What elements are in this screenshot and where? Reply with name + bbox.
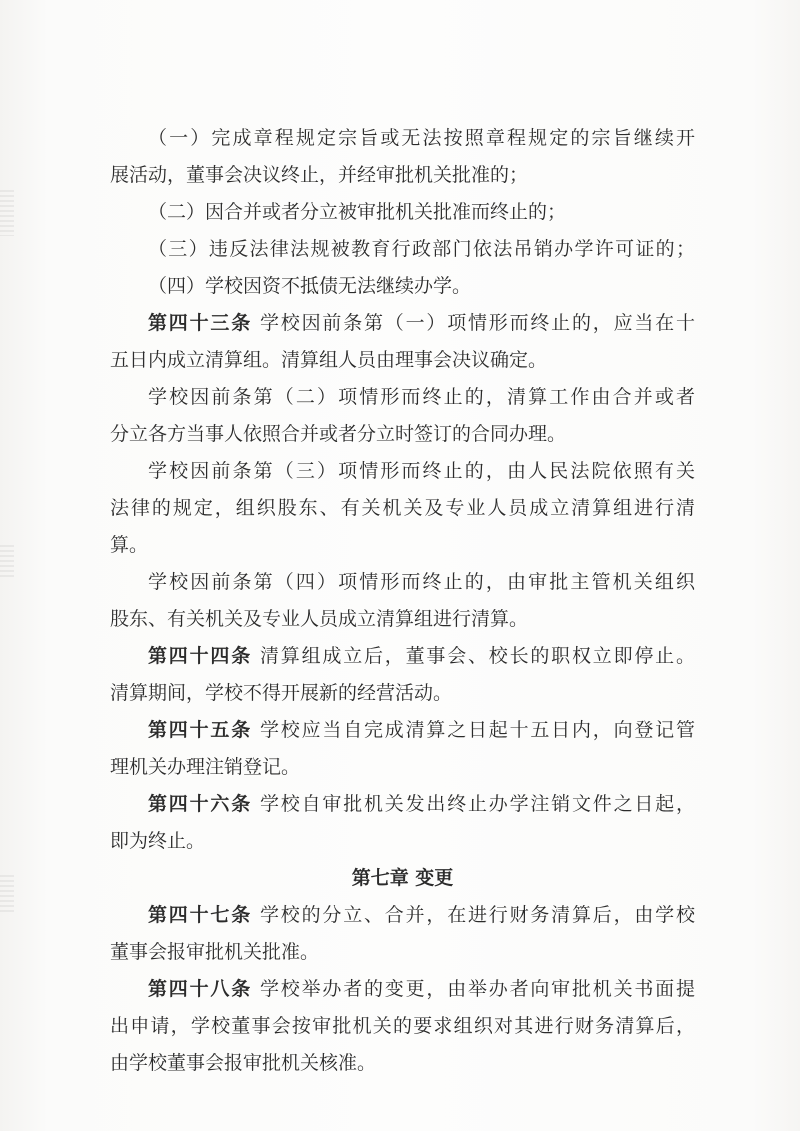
article-heading: 第四十四条	[148, 645, 252, 667]
paragraph-line: 五日内成立清算组。清算组人员由理事会决议确定。	[110, 349, 548, 371]
paragraph-line: 学校因前条第（二）项情形而终止的，清算工作由合并或者	[148, 386, 695, 408]
paragraph-line: 学校因前条第（三）项情形而终止的，由人民法院依照有关	[148, 460, 695, 482]
paragraph-line: 学校因前条第（四）项情形而终止的，由审批主管机关组织	[148, 571, 695, 593]
paragraph-line: 出申请，学校董事会按审批机关的要求组织对其进行财务清算后，	[110, 1015, 695, 1037]
article-45: 第四十五条 学校应当自完成清算之日起十五日内，向登记管	[148, 719, 695, 741]
paragraph-line: 股东、有关机关及专业人员成立清算组进行清算。	[110, 608, 529, 630]
paragraph-line: 展活动，董事会决议终止，并经审批机关批准的；	[110, 164, 529, 186]
chapter-title: 第七章 变更	[351, 867, 454, 889]
article-heading: 第四十三条	[148, 312, 252, 334]
paragraph-line: 即为终止。	[110, 830, 206, 852]
article-48: 第四十八条 学校举办者的变更，由举办者向审批机关书面提	[148, 978, 695, 1000]
paragraph-line: 董事会报审批机关批准。	[110, 941, 320, 963]
article-46: 第四十六条 学校自审批机关发出终止办学注销文件之日起，	[148, 793, 695, 815]
paragraph-line: 清算期间，学校不得开展新的经营活动。	[110, 682, 453, 704]
paragraph-line: 法律的规定，组织股东、有关机关及专业人员成立清算组进行清	[110, 497, 695, 519]
article-43: 第四十三条 学校因前条第（一）项情形而终止的，应当在十	[148, 312, 695, 334]
paragraph-line: 算。	[110, 534, 149, 556]
paragraph-line: 由学校董事会报审批机关核准。	[110, 1052, 377, 1074]
paragraph-line: （三）违反法律法规被教育行政部门依法吊销办学许可证的；	[148, 238, 695, 260]
article-heading: 第四十六条	[148, 793, 252, 815]
paragraph-line: 分立各方当事人依照合并或者分立时签订的合同办理。	[110, 423, 567, 445]
article-heading: 第四十五条	[148, 719, 252, 741]
article-47: 第四十七条 学校的分立、合并，在进行财务清算后，由学校	[148, 904, 695, 926]
paragraph-line: （二）因合并或者分立被审批机关批准而终止的；	[148, 201, 567, 223]
article-heading: 第四十七条	[148, 904, 252, 926]
article-44: 第四十四条 清算组成立后，董事会、校长的职权立即停止。	[148, 645, 695, 667]
scan-edge-mark	[0, 545, 14, 579]
document-body	[110, 120, 695, 1082]
scan-edge-mark	[0, 190, 14, 236]
paragraph-line: （四）学校因资不抵债无法继续办学。	[148, 275, 472, 297]
article-heading: 第四十八条	[148, 978, 252, 1000]
paragraph-line: （一）完成章程规定宗旨或无法按照章程规定的宗旨继续开	[148, 127, 695, 149]
paragraph-line: 理机关办理注销登记。	[110, 756, 301, 778]
scan-edge-mark	[0, 875, 14, 915]
